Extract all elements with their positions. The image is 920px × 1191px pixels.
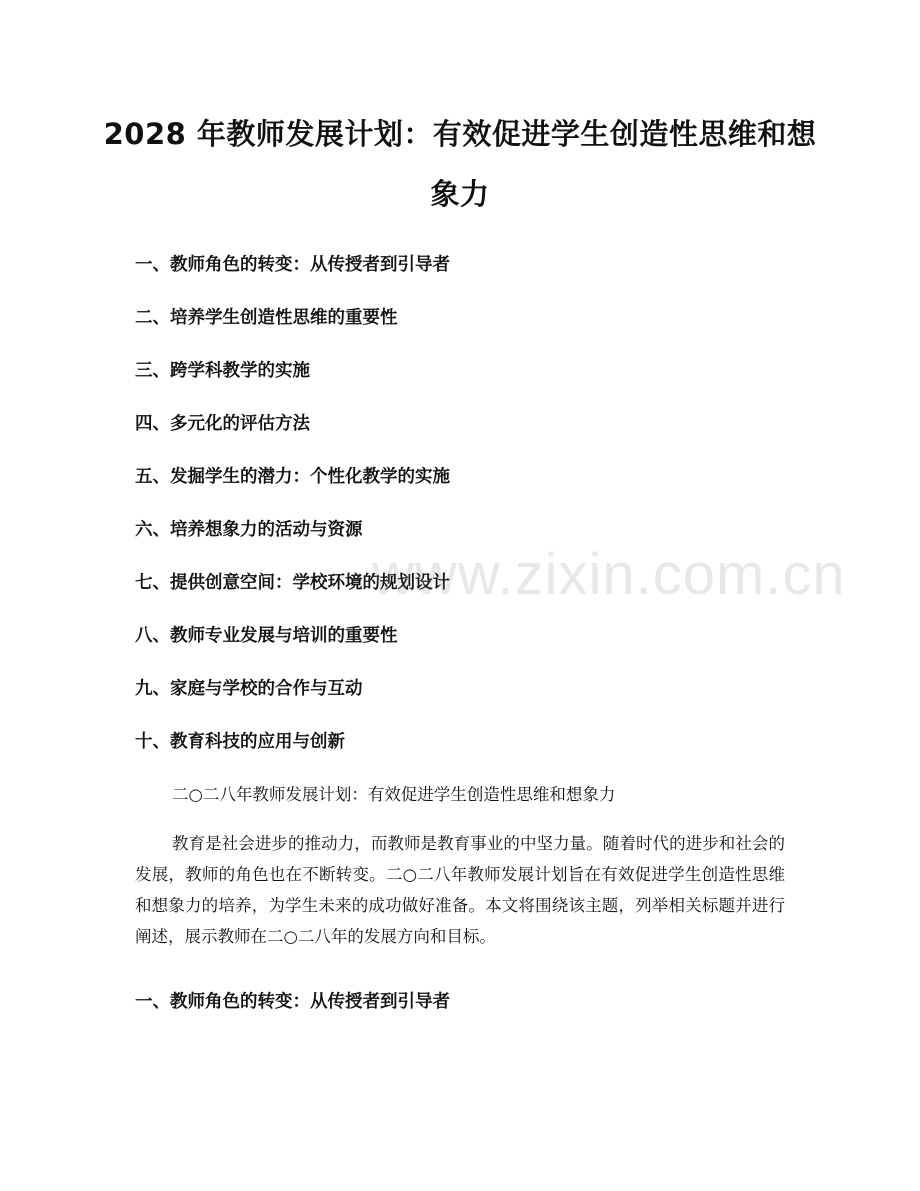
- toc-item: 六、培养想象力的活动与资源: [135, 520, 363, 540]
- document-title: 2028 年教师发展计划：有效促进学生创造性思维和想象力: [103, 117, 817, 211]
- intro-paragraph: 教育是社会进步的推动力，而教师是教育事业的中坚力量。随着时代的进步和社会的发展，教师的角色也在不断转变。二○二八年教师发展计划旨在有效促进学生创造性思维和想象力的培养，为学生未来的成功做好准备。本文将围绕该主题，列举相关标题并进行阐述，展示教师在二○二八年的发展方向和目标。: [135, 834, 785, 946]
- toc-item: 八、教师专业发展与培训的重要性: [135, 626, 398, 646]
- toc-item: 四、多元化的评估方法: [135, 414, 310, 434]
- toc-item: 九、家庭与学校的合作与互动: [135, 679, 363, 699]
- watermark: www.zixin.com.cn: [372, 542, 846, 607]
- toc-item: 五、发掘学生的潜力：个性化教学的实施: [135, 467, 450, 487]
- toc-item: 三、跨学科教学的实施: [135, 361, 310, 381]
- toc-item: 十、教育科技的应用与创新: [135, 732, 345, 752]
- toc-item: 二、培养学生创造性思维的重要性: [135, 308, 398, 328]
- document-subtitle: 二○二八年教师发展计划：有效促进学生创造性思维和想象力: [172, 785, 616, 804]
- toc-item: 七、提供创意空间：学校环境的规划设计: [135, 573, 450, 593]
- table-of-contents: [135, 248, 795, 778]
- section-heading: 一、教师角色的转变：从传授者到引导者: [135, 992, 450, 1012]
- toc-item: 一、教师角色的转变：从传授者到引导者: [135, 255, 450, 275]
